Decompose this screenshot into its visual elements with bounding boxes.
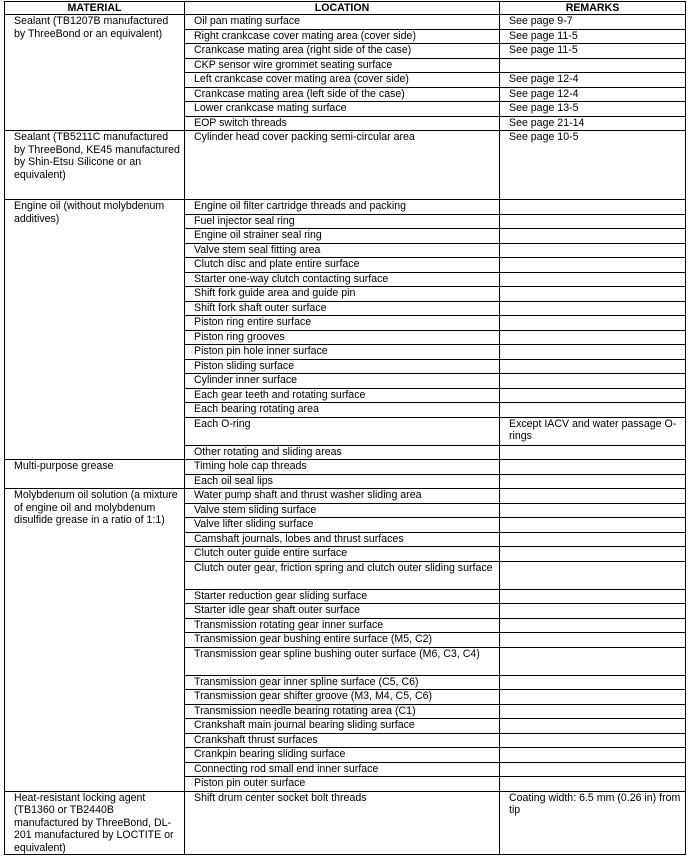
location-cell: Engine oil filter cartridge threads and packing	[185, 200, 500, 215]
location-cell: CKP sensor wire grommet seating surface	[185, 58, 500, 73]
location-cell: Transmission needle bearing rotating area (C1)	[185, 704, 500, 719]
location-cell: Clutch outer guide entire surface	[185, 547, 500, 562]
location-cell: Valve lifter sliding surface	[185, 518, 500, 533]
remarks-cell: See page 11-5	[500, 29, 686, 44]
location-cell: Crankshaft thrust surfaces	[185, 733, 500, 748]
location-cell: Engine oil strainer seal ring	[185, 229, 500, 244]
remarks-cell	[500, 374, 686, 389]
location-cell: Shift fork guide area and guide pin	[185, 287, 500, 302]
location-cell: Piston sliding surface	[185, 359, 500, 374]
remarks-cell	[500, 403, 686, 418]
location-cell: Transmission rotating gear inner surface	[185, 618, 500, 633]
remarks-cell: See page 10-5	[500, 131, 686, 200]
location-cell: Cylinder inner surface	[185, 374, 500, 389]
remarks-cell	[500, 330, 686, 345]
remarks-cell	[500, 518, 686, 533]
location-cell: Cylinder head cover packing semi-circular area	[185, 131, 500, 200]
location-cell: Lower crankcase mating surface	[185, 102, 500, 117]
table-row	[5, 131, 686, 200]
header-row	[5, 2, 686, 15]
header-material: MATERIAL	[5, 2, 185, 15]
location-cell: Transmission gear shifter groove (M3, M4, C5, C6)	[185, 690, 500, 705]
remarks-cell	[500, 287, 686, 302]
remarks-cell	[500, 503, 686, 518]
remarks-cell	[500, 258, 686, 273]
remarks-cell	[500, 561, 686, 589]
remarks-cell: See page 21-14	[500, 116, 686, 131]
table-row	[5, 15, 686, 30]
location-cell: EOP switch threads	[185, 116, 500, 131]
location-cell: Timing hole cap threads	[185, 460, 500, 475]
remarks-cell: See page 13-5	[500, 102, 686, 117]
location-cell: Starter idle gear shaft outer surface	[185, 604, 500, 619]
location-cell: Each O-ring	[185, 417, 500, 445]
location-cell: Clutch disc and plate entire surface	[185, 258, 500, 273]
location-cell: Transmission gear spline bushing outer surface (M6, C3, C4)	[185, 647, 500, 675]
remarks-cell	[500, 547, 686, 562]
location-cell: Connecting rod small end inner surface	[185, 762, 500, 777]
remarks-cell: Coating width: 6.5 mm (0.26 in) from tip	[500, 791, 686, 855]
lubrication-sealing-table	[4, 1, 686, 855]
location-cell: Oil pan mating surface	[185, 15, 500, 30]
remarks-cell	[500, 474, 686, 489]
material-cell: Heat-resistant locking agent (TB1360 or TB2440B manufactured by ThreeBond, DL-201 manufactured by LOCTITE or equivalent)	[5, 791, 185, 855]
remarks-cell	[500, 675, 686, 690]
location-cell: Each gear teeth and rotating surface	[185, 388, 500, 403]
location-cell: Crankshaft main journal bearing sliding surface	[185, 719, 500, 734]
location-cell: Crankpin bearing sliding surface	[185, 748, 500, 763]
location-cell: Each oil seal lips	[185, 474, 500, 489]
location-cell: Piston pin hole inner surface	[185, 345, 500, 360]
remarks-cell	[500, 316, 686, 331]
material-cell: Sealant (TB5211C manufactured by ThreeBond, KE45 manufactured by Shin-Etsu Silicone or an equivalent)	[5, 131, 185, 200]
remarks-cell	[500, 272, 686, 287]
remarks-cell	[500, 460, 686, 475]
location-cell: Other rotating and sliding areas	[185, 445, 500, 460]
remarks-cell	[500, 214, 686, 229]
remarks-cell	[500, 388, 686, 403]
remarks-cell	[500, 301, 686, 316]
location-cell: Piston pin outer surface	[185, 777, 500, 792]
remarks-cell: See page 12-4	[500, 73, 686, 88]
remarks-cell	[500, 704, 686, 719]
material-cell: Engine oil (without molybdenum additives)	[5, 200, 185, 460]
material-cell: Multi-purpose grease	[5, 460, 185, 489]
remarks-cell: Except IACV and water passage O-rings	[500, 417, 686, 445]
remarks-cell	[500, 345, 686, 360]
remarks-cell	[500, 445, 686, 460]
location-cell: Starter one-way clutch contacting surface	[185, 272, 500, 287]
remarks-cell	[500, 359, 686, 374]
remarks-cell	[500, 762, 686, 777]
remarks-cell	[500, 633, 686, 648]
location-cell: Each bearing rotating area	[185, 403, 500, 418]
location-cell: Left crankcase cover mating area (cover side)	[185, 73, 500, 88]
remarks-cell	[500, 532, 686, 547]
remarks-cell: See page 12-4	[500, 87, 686, 102]
location-cell: Piston ring grooves	[185, 330, 500, 345]
location-cell: Transmission gear inner spline surface (C5, C6)	[185, 675, 500, 690]
location-cell: Fuel injector seal ring	[185, 214, 500, 229]
table-row	[5, 791, 686, 855]
location-cell: Transmission gear bushing entire surface (M5, C2)	[185, 633, 500, 648]
remarks-cell	[500, 589, 686, 604]
location-cell: Valve stem sliding surface	[185, 503, 500, 518]
header-remarks: REMARKS	[500, 2, 686, 15]
remarks-cell	[500, 777, 686, 792]
material-cell: Sealant (TB1207B manufactured by ThreeBond or an equivalent)	[5, 15, 185, 131]
remarks-cell: See page 9-7	[500, 15, 686, 30]
material-cell: Molybdenum oil solution (a mixture of engine oil and molybdenum disulfide grease in a ratio of 1:1)	[5, 489, 185, 792]
header-location: LOCATION	[185, 2, 500, 15]
location-cell: Piston ring entire surface	[185, 316, 500, 331]
table-row	[5, 200, 686, 215]
table-row	[5, 460, 686, 475]
location-cell: Shift drum center socket bolt threads	[185, 791, 500, 855]
table-row	[5, 489, 686, 504]
remarks-cell	[500, 243, 686, 258]
location-cell: Water pump shaft and thrust washer sliding area	[185, 489, 500, 504]
location-cell: Right crankcase cover mating area (cover side)	[185, 29, 500, 44]
location-cell: Crankcase mating area (right side of the case)	[185, 44, 500, 59]
location-cell: Clutch outer gear, friction spring and clutch outer sliding surface	[185, 561, 500, 589]
location-cell: Crankcase mating area (left side of the case)	[185, 87, 500, 102]
location-cell: Camshaft journals, lobes and thrust surfaces	[185, 532, 500, 547]
location-cell: Valve stem seal fitting area	[185, 243, 500, 258]
remarks-cell	[500, 618, 686, 633]
remarks-cell	[500, 733, 686, 748]
location-cell: Shift fork shaft outer surface	[185, 301, 500, 316]
remarks-cell	[500, 719, 686, 734]
remarks-cell	[500, 200, 686, 215]
remarks-cell	[500, 604, 686, 619]
remarks-cell	[500, 229, 686, 244]
remarks-cell: See page 11-5	[500, 44, 686, 59]
remarks-cell	[500, 489, 686, 504]
remarks-cell	[500, 58, 686, 73]
remarks-cell	[500, 647, 686, 675]
location-cell: Starter reduction gear sliding surface	[185, 589, 500, 604]
remarks-cell	[500, 690, 686, 705]
remarks-cell	[500, 748, 686, 763]
